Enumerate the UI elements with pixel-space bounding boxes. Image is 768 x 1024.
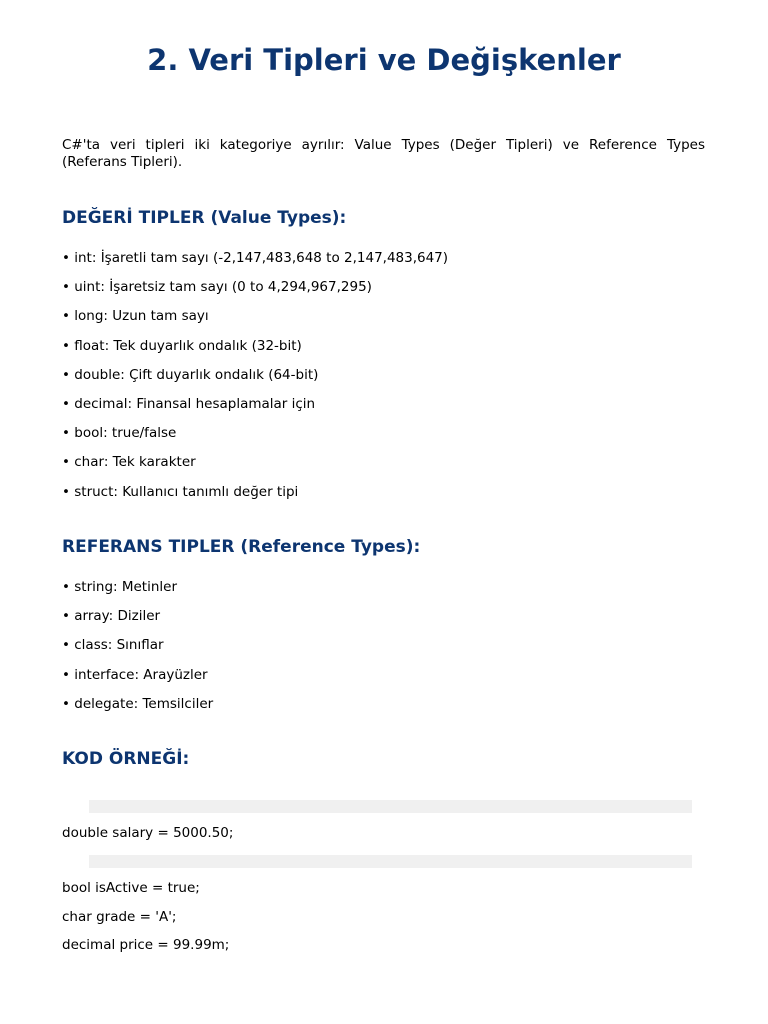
list-item: • double: Çift duyarlık ondalık (64-bit) [62,366,319,383]
list-item: • char: Tek karakter [62,454,196,471]
list-item: • uint: İşaretsiz tam sayı (0 to 4,294,967,295) [62,279,372,296]
list-item: • array: Diziler [62,608,161,625]
list-item: • int: İşaretli tam sayı (-2,147,483,648 to 2,147,483,647) [62,250,449,266]
list-item: • class: Sınıflar [62,637,164,654]
code-block-bar [89,800,692,813]
list-item: • struct: Kullanıcı tanımlı değer tipi [62,483,299,500]
list-item: • interface: Arayüzler [62,666,208,683]
page-title: 2. Veri Tipleri ve Değişkenler [147,43,621,77]
value-types-heading: DEĞERİ TIPLER (Value Types): [62,208,347,228]
list-item: • decimal: Finansal hesaplamalar için [62,395,316,412]
code-line: double salary = 5000.50; [62,825,234,841]
list-item: • float: Tek duyarlık ondalık (32-bit) [62,337,302,354]
code-line: char grade = 'A'; [62,909,177,925]
code-line: decimal price = 99.99m; [62,937,230,953]
value-types-list [62,250,448,513]
reference-types-heading: REFERANS TIPLER (Reference Types): [62,537,421,557]
list-item: • long: Uzun tam sayı [62,308,209,325]
list-item: • bool: true/false [62,425,177,442]
code-line: bool isActive = true; [62,880,200,896]
code-block-bar [89,855,692,868]
code-example-heading: KOD ÖRNEĞİ: [62,749,190,769]
intro-paragraph: C#'ta veri tipleri iki kategoriye ayrılır: Value Types (Değer Tipleri) ve Reference Types (Referans Tipleri). [62,137,705,170]
reference-types-list [62,579,213,725]
list-item: • delegate: Temsilciler [62,695,214,712]
list-item: • string: Metinler [62,579,178,595]
